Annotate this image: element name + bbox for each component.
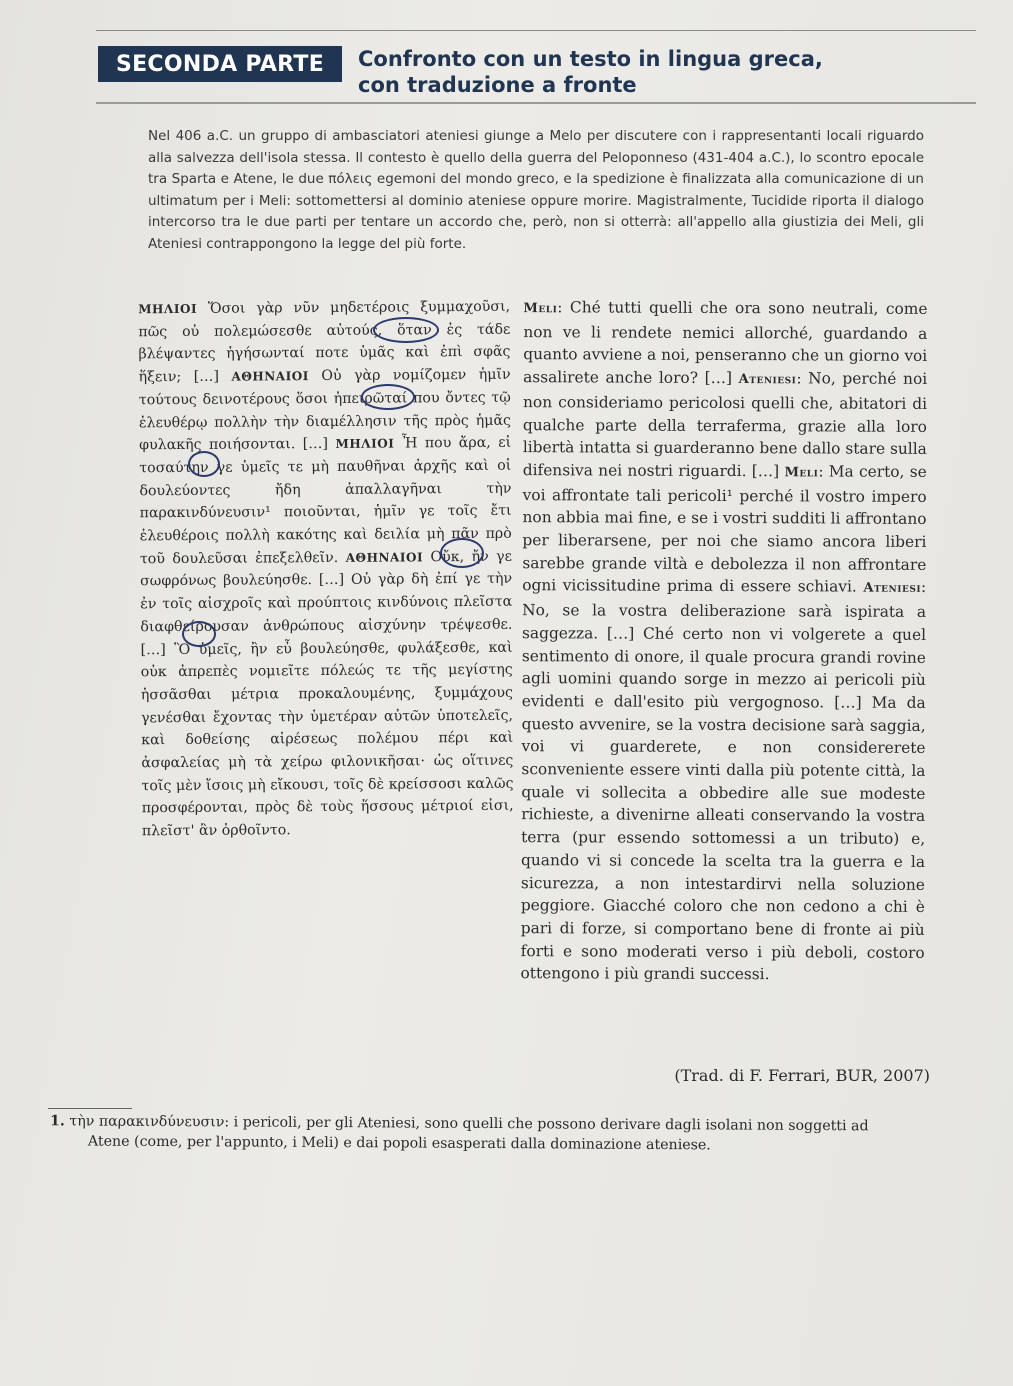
pen-circle-pou xyxy=(361,384,415,410)
speaker-ateniesi: ΑΘΗΝΑΙΟΙ xyxy=(345,550,424,565)
greek-p4: Οὔκ, ἤν γε σωφρόνως βουλεύησθε. […] Οὐ γὰρ δὴ ἐπί γε τὴν ἐν τοῖς αἰσχροῖς καὶ προύπτοις κινδύνοις πλεῖστα διαφθείρουσαν ἀνθρώπους αἰσχύνην τρέψεσθε. […] Ὃ ὑμεῖς, ἢν εὖ βουλεύησθε, φυλάξεσθε, καὶ οὐκ ἀπρεπὲς νομιεῖτε πόλεώς τε τῆς μεγίστης ἡσσᾶσθαι μέτρια προκαλουμένης, ξυμμάχους γενέσθαι ἔχοντας τὴν ὑμετέραν αὐτῶν ὑποτελεῖς, καὶ δοθείσης αἱρέσεως πολέμου πέρι καὶ ἀσφαλείας μὴ τὰ χείρω φιλονικῆσαι· ὡς οἵτινες τοῖς μὲν ἴσοις μὴ εἴκουσι, τοῖς δὲ κρείσσοσι καλῶς προσφέρονται, πρὸς δὲ τοὺς ἥσσους μέτριοί εἰσι, πλεῖστ' ἂν ὀρθοῖντο. xyxy=(140,548,514,840)
speaker-meli: Meli xyxy=(784,465,819,481)
italian-p4: : No, se la vostra deliberazione sarà ispirata a saggezza. […] Ché certo non vi volgerete a quel sentimento di onore, il quale procura grandi rovine agli uomini quando sorge in mezzo ai pericoli più evidenti e dall'esito più vergognoso. […] Ma da questo avvenire, se la vostra decisione sarà saggia, voi vi guarderete, e non considererete sconveniente essere vinti dalla più potente città, la quale vi sollecita a obbedire alle sue modeste richieste, a divenirne alleati conservando la vostra terra (pur essendo sottomessi a un tributo) e, quando vi si concede la scelta tra la guerra e la sicurezza, a non intestardirvi nella soluzione peggiore. Giacché coloro che non cedono a chi è pari di forze, si comportano bene di fronte ai più forti e sono moderati verso i più deboli, costoro ottengono i più grandi successi. xyxy=(520,578,927,984)
speaker-ateniesi: Ateniesi xyxy=(738,372,797,388)
footnote-number: 1. xyxy=(50,1113,65,1130)
translation-credit: (Trad. di F. Ferrari, BUR, 2007) xyxy=(674,1066,930,1085)
italian-p3: : Ma certo, se voi affrontate tali pericoli¹ perché il vostro impero non abbia mai fine, e se i vostri sudditi li affrontano per liberarsene, per noi che siamo ancora liberi sarebbe grande viltà e debolezza il non affrontare ogni vicissitudine prima di essere schiavi. xyxy=(522,462,927,597)
speaker-ateniesi: ΑΘΗΝΑΙΟΙ xyxy=(231,369,309,384)
italian-p1: : Ché tutti quelli che ora sono neutrali, come non ve li rendete nemici allorché, guardando a quanto avviene a noi, penseranno che un giorno voi assalirete anche loro? […] xyxy=(523,298,928,388)
italian-p2: : No, perché noi non consideriamo pericolosi quelli che, abitatori di qualche parte della terraferma, grazie alla loro libertà intatta si guarderanno bene dallo stare sulla difensiva nei nostri riguardi. […] xyxy=(522,369,928,481)
pen-circle-en-2 xyxy=(182,621,216,647)
speaker-meli: ΜΗΛΙΟΙ xyxy=(138,301,198,317)
footnote-rule xyxy=(48,1108,132,1109)
speaker-meli: ΜΗΛΙΟΙ xyxy=(335,436,395,452)
top-rule xyxy=(96,30,976,31)
section-label: SECONDA PARTE xyxy=(98,46,342,82)
title-line-2: con traduzione a fronte xyxy=(358,73,637,97)
pen-circle-ei xyxy=(188,451,220,477)
page-title xyxy=(358,46,823,98)
greek-p2: Οὐ γὰρ νομίζομεν ἡμῖν τούτους δεινοτέρους ὅσοι ἠπειρῶταί που ὄντες τῷ ἐλευθέρῳ πολλὴν τὴν διαμέλλησιν τῆς πρὸς ἡμᾶς φυλακῆς ποιήσονται. […] xyxy=(138,366,512,454)
pen-circle-en-1 xyxy=(440,538,484,568)
pen-circle-otan xyxy=(373,317,439,343)
speaker-ateniesi: Ateniesi xyxy=(863,581,922,597)
header-rule xyxy=(96,102,976,104)
footnote-term: τὴν παρακινδύνευσιν: xyxy=(69,1113,230,1131)
intro-paragraph: Nel 406 a.C. un gruppo di ambasciatori ateniesi giunge a Melo per discutere con i rappresentanti locali riguardo alla salvezza dell'isola stessa. Il contesto è quello della guerra del Peloponneso (431-404 a.C.), lo scontro epocale tra Sparta e Atene, le due πόλεις egemoni del mondo greco, e la spedizione è finalizzata alla comunicazione di un ultimatum per i Meli: sottomettersi al dominio ateniese oppure morire. Magistralmente, Tucidide riporta il dialogo intercorso tra le due parti per tentare un accordo che, però, non si otterrà: all'appello alla giustizia dei Meli, gli Ateniesi contrappongono la legge del più forte. xyxy=(148,128,924,252)
footnote-text-1: i pericoli, per gli Ateniesi, sono quelli che possono derivare dagli isolani non soggetti ad xyxy=(229,1114,869,1135)
footnote xyxy=(50,1111,930,1156)
greek-p1: Ὅσοι γὰρ νῦν μηδετέροις ξυμμαχοῦσι, πῶς οὐ πολεμώσεσθε αὐτούς, ὅταν ἐς τάδε βλέψαντες ἡγήσωνταί ποτε ὑμᾶς καὶ ἐπὶ σφᾶς ἥξειν; […] xyxy=(138,298,511,386)
greek-text xyxy=(138,296,514,843)
italian-translation xyxy=(520,296,927,987)
footnote-text-2: Atene (come, per l'appunto, i Meli) e dai popoli esasperati dalla dominazione ateniese. xyxy=(87,1133,711,1154)
greek-p3: Ἦ που ἄρα, εἰ τοσαύτην γε ὑμεῖς τε μὴ παυθῆναι ἀρχῆς καὶ οἱ δουλεύοντες ἤδη ἀπαλλαγῆναι τὴν παρακινδύνευσιν¹ ποιοῦνται, ἡμῖν γε τοῖς ἔτι ἐλευθέροις πολλὴ κακότης καὶ δειλία μὴ πᾶν πρὸ τοῦ δουλεῦσαι ἐπεξελθεῖν. xyxy=(139,434,512,568)
title-line-1: Confronto con un testo in lingua greca, xyxy=(358,47,823,71)
speaker-meli: Meli xyxy=(523,301,558,317)
